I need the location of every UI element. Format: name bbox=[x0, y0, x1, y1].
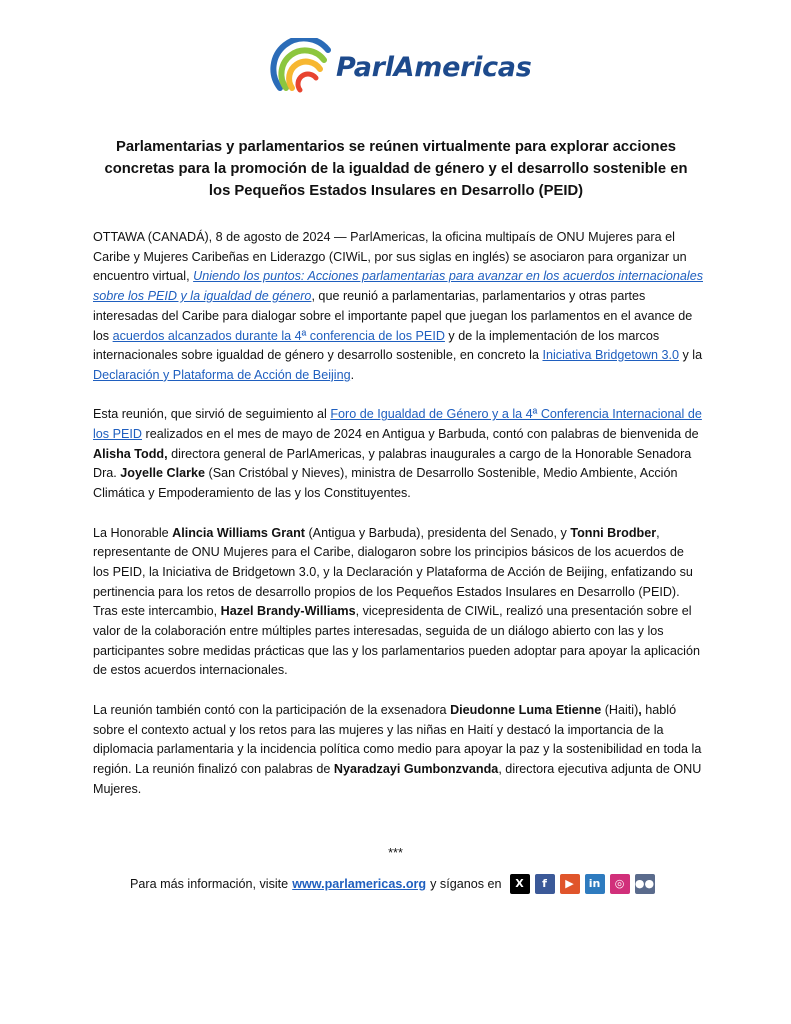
link-iniciativa-bridgetown[interactable]: Iniciativa Bridgetown 3.0 bbox=[542, 348, 679, 363]
text: y de la implementación de los marcos internacionales sobre igualdad de género y desarrollo sostenible, en concreto la bbox=[93, 328, 660, 363]
flickr-icon[interactable]: ●● bbox=[635, 874, 655, 894]
text: (San Cristóbal y Nieves), ministra de Desarrollo Sostenible, Medio Ambiente, Acción Climática y Empoderamiento de las y los Constituyentes. bbox=[93, 466, 678, 501]
text: realizados en el mes de mayo de 2024 en Antigua y Barbuda, contó con palabras de bienvenida de bbox=[142, 427, 699, 442]
link-declaracion-beijing[interactable]: Declaración y Plataforma de Acción de Beijing bbox=[93, 367, 351, 382]
footer-prefix: Para más información, visite bbox=[130, 877, 289, 891]
text: OTTAWA (CANADÁ), 8 de agosto de 2024 — ParlAmericas, la oficina multipaís de ONU Mujeres para el Caribe y Mujeres Caribeñas en Liderazgo (CIWiL, por sus siglas en inglés) se asociaron para organizar un encuentro virtual, bbox=[93, 230, 687, 284]
social-links bbox=[510, 874, 655, 894]
text: y la bbox=[678, 348, 703, 363]
person-name: Dieudonne Luma Etienne bbox=[450, 702, 602, 717]
text: , que reunió a parlamentarias, parlamentarios y otras partes interesadas del Caribe para dialogar sobre el importante papel que juegan los parlamentos en el avance de los bbox=[93, 289, 693, 343]
person-name: Tonni Brodber bbox=[570, 525, 657, 540]
linkedin-icon[interactable]: in bbox=[585, 874, 605, 894]
link-acuerdos-conferencia[interactable]: acuerdos alcanzados durante la 4ª conferencia de los PEID bbox=[112, 328, 445, 343]
link-uniendo-los-puntos[interactable]: Uniendo los puntos: Acciones parlamentarias para avanzar en los acuerdos internacionales sobre los PEID y la igualdad de género bbox=[93, 269, 703, 304]
text: Esta reunión, que sirvió de seguimiento al bbox=[93, 407, 331, 422]
paragraph-4 bbox=[93, 701, 703, 800]
separator: *** bbox=[388, 846, 403, 860]
text: directora general de ParlAmericas, y palabras inaugurales a cargo de la Honorable Senadora Dra. bbox=[93, 446, 692, 481]
person-name: Nyaradzayi Gumbonzvanda bbox=[333, 761, 499, 776]
text: . bbox=[350, 367, 355, 382]
text: , vicepresidenta de CIWiL, realizó una presentación sobre el valor de la colaboración entre múltiples partes interesadas, seguida de un diálogo abierto con las y los participantes sobre medidas prácticas que las y los parlamentarios pueden adoptar para apoyar la aplicación de estos acuerdos internacionales. bbox=[93, 604, 700, 678]
article-body bbox=[93, 228, 703, 819]
person-name: Alisha Todd, bbox=[93, 446, 168, 461]
website-link[interactable]: www.parlamericas.org bbox=[292, 877, 427, 891]
paragraph-3 bbox=[93, 524, 703, 682]
text: La Honorable bbox=[93, 525, 173, 540]
instagram-icon[interactable]: ◎ bbox=[610, 874, 630, 894]
paragraph-1 bbox=[93, 228, 703, 386]
footer bbox=[130, 872, 655, 896]
x-icon[interactable]: X bbox=[510, 874, 530, 894]
youtube-icon[interactable]: ▶ bbox=[560, 874, 580, 894]
parlamericas-logo bbox=[270, 38, 530, 108]
text: La reunión también contó con la participación de la exsenadora bbox=[93, 702, 451, 717]
page-title: Parlamentarias y parlamentarios se reúnen virtualmente para explorar acciones concretas para la promoción de la igualdad de género y el desarrollo sostenible en los Pequeños Estados Insulares en Desarrollo (PEID) bbox=[104, 139, 688, 199]
logo-arcs-icon bbox=[270, 38, 340, 108]
logo-text: ParlAmericas bbox=[336, 52, 532, 83]
text: (Antigua y Barbuda), presidenta del Senado, y bbox=[304, 525, 571, 540]
paragraph-2 bbox=[93, 405, 703, 504]
link-foro-igualdad[interactable]: Foro de Igualdad de Género y a la 4ª Conferencia Internacional de los PEID bbox=[93, 407, 702, 442]
person-name: Hazel Brandy-Williams bbox=[220, 604, 356, 619]
person-name: Alincia Williams Grant bbox=[172, 525, 305, 540]
footer-suffix: y síganos en bbox=[430, 877, 502, 891]
facebook-icon[interactable]: f bbox=[535, 874, 555, 894]
text: habló sobre el contexto actual y los retos para las mujeres y las niñas en Haití y destacó la importancia de la diplomacia parlamentaria y la incidencia política como medio para apoyar la paz y la sostenibilidad en toda la región. La reunión finalizó con palabras de bbox=[93, 702, 702, 776]
text: , directora ejecutiva adjunta de ONU Mujeres. bbox=[93, 761, 702, 796]
text: , representante de ONU Mujeres para el Caribe, dialogaron sobre los principios básicos de los acuerdos de los PEID, la Iniciativa de Bridgetown 3.0, y la Declaración y Plataforma de Acción de Beijing, enfatizando su pertinencia para los retos de desarrollo propios de los Pequeños Estados Insulares en Desarrollo (PEID). Tras este intercambio, bbox=[93, 525, 693, 619]
text: , bbox=[638, 702, 642, 717]
person-name: Joyelle Clarke bbox=[120, 466, 206, 481]
text: (Haiti) bbox=[601, 702, 639, 717]
